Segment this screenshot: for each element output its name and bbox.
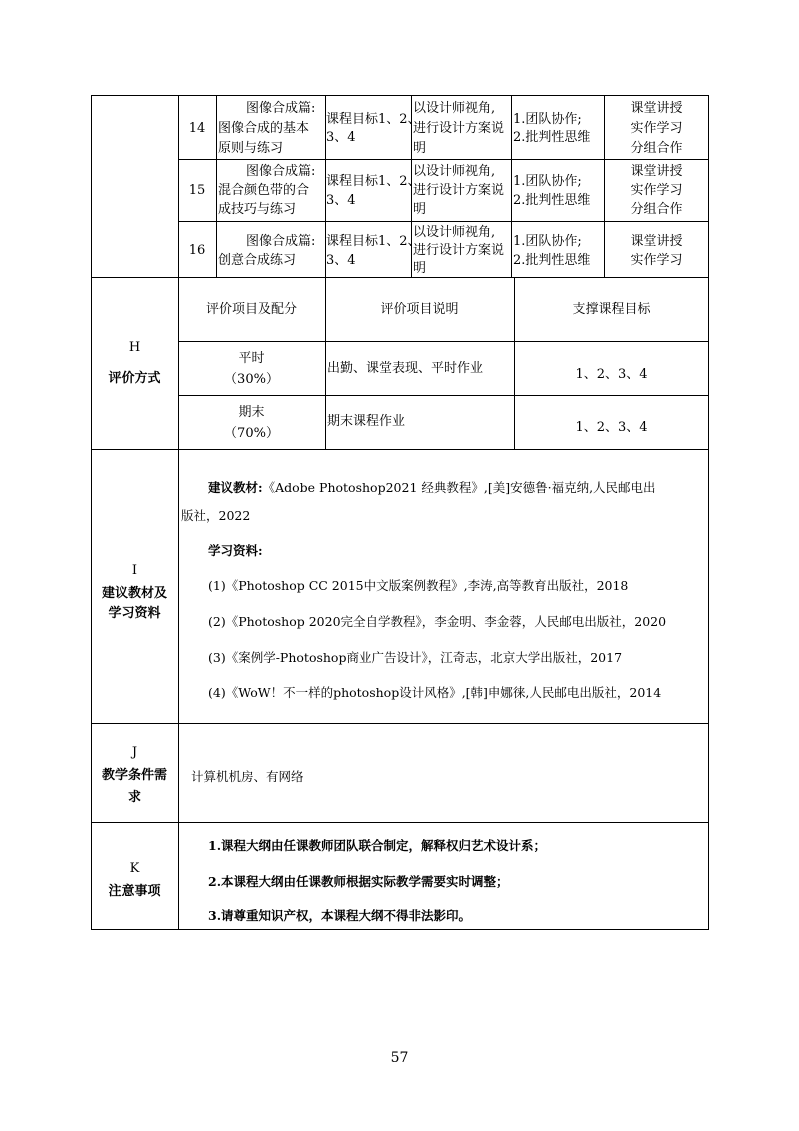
method-line: 明 <box>413 261 427 276</box>
method-line: 以设计师视角, <box>413 101 496 116</box>
material-item: (3)《案例学-Photoshop商业广告设计》，江奇志，北京大学出版社，2017 <box>208 650 623 665</box>
teaching-line: 分组合作 <box>630 141 683 156</box>
eval-weight: （30%） <box>224 372 279 387</box>
section-title-h: 评价方式 <box>108 371 161 386</box>
content-line: 图像合成的基本 <box>218 121 310 136</box>
eval-header-goals: 支撑课程目标 <box>572 302 651 317</box>
method-line: 以设计师视角, <box>413 225 496 240</box>
eval-header-item: 评价项目及配分 <box>205 302 297 317</box>
ideology-line: 1.团队协作; <box>513 234 582 249</box>
divider-col-num <box>216 95 217 277</box>
divider-row-15-16 <box>178 221 709 222</box>
textbook-label: 建议教材: <box>208 480 263 495</box>
ideology-line: 2.批判性思维 <box>513 253 591 268</box>
notice-item: 3.请尊重知识产权，本课程大纲不得非法影印。 <box>208 908 472 923</box>
notice-item: 1.课程大纲由任课教师团队联合制定，解释权归艺术设计系； <box>208 838 547 853</box>
eval-header-desc: 评价项目说明 <box>380 302 459 317</box>
week-number: 16 <box>188 243 206 258</box>
week-number: 15 <box>188 183 206 198</box>
content-line: 创意合成练习 <box>218 253 297 268</box>
eval-item: 期末 <box>238 405 265 420</box>
section-title-k: 注意事项 <box>108 884 161 899</box>
section-title-j: 教学条件需 <box>101 768 167 783</box>
eval-desc: 期末课程作业 <box>327 414 406 429</box>
divider-h-top <box>91 277 709 278</box>
ideology-line: 1.团队协作; <box>513 112 582 127</box>
content-line: 原则与练习 <box>218 141 284 156</box>
goal-line: 3、4 <box>326 130 356 145</box>
divider-eval-header <box>178 341 709 342</box>
goal-line: 课程目标1、2、 <box>326 112 421 127</box>
ideology-line: 2.批判性思维 <box>513 193 591 208</box>
divider-eval-row <box>178 395 709 396</box>
textbook-cont: 版社，2022 <box>181 508 251 523</box>
goal-line: 课程目标1、2、 <box>326 174 421 189</box>
textbook-line <box>208 479 656 497</box>
content-line: 成技巧与练习 <box>218 202 297 217</box>
content-line: 混合颜色带的合 <box>218 183 310 198</box>
divider-k-top <box>91 822 709 823</box>
week-number: 14 <box>188 121 206 136</box>
teaching-line: 课堂讲授 <box>630 164 683 179</box>
method-line: 明 <box>413 141 427 156</box>
textbook-text: 《Adobe Photoshop2021 经典教程》,[美]安德鲁·福克纳,人民邮电出 <box>262 480 656 495</box>
teaching-line: 实作学习 <box>630 253 683 268</box>
divider-row-14-15 <box>178 159 709 160</box>
teaching-line: 分组合作 <box>630 202 683 217</box>
eval-weight: （70%） <box>224 426 279 441</box>
method-line: 进行设计方案说 <box>413 121 505 136</box>
section-letter-k: K <box>129 861 140 876</box>
material-item: (1)《Photoshop CC 2015中文版案例教程》,李涛,高等教育出版社，2018 <box>208 578 629 593</box>
ideology-line: 2.批判性思维 <box>513 130 591 145</box>
goal-line: 3、4 <box>326 253 356 268</box>
goal-line: 课程目标1、2、 <box>326 234 421 249</box>
teaching-line: 实作学习 <box>630 121 683 136</box>
method-line: 明 <box>413 202 427 217</box>
page-number: 57 <box>390 1050 409 1066</box>
ideology-line: 1.团队协作; <box>513 174 582 189</box>
conditions-text: 计算机机房、有网络 <box>191 769 304 784</box>
content-line: 图像合成篇: <box>246 164 316 179</box>
content-line: 图像合成篇: <box>246 234 316 249</box>
material-item: (4)《WoW！不一样的photoshop设计风格》,[韩]申娜徕,人民邮电出版社，2014 <box>208 685 662 700</box>
method-line: 进行设计方案说 <box>413 243 505 258</box>
section-title-i: 学习资料 <box>108 606 161 621</box>
notice-item: 2.本课程大纲由任课教师根据实际教学需要实时调整； <box>208 874 509 889</box>
teaching-line: 实作学习 <box>630 183 683 198</box>
section-letter-h: H <box>128 340 141 355</box>
divider-col-method <box>511 95 512 277</box>
method-line: 进行设计方案说 <box>413 183 505 198</box>
section-letter-i: I <box>131 563 138 578</box>
divider-i-top <box>91 449 709 450</box>
goal-line: 3、4 <box>326 193 356 208</box>
section-letter-j: J <box>131 745 138 760</box>
eval-goals: 1、2、3、4 <box>575 420 648 435</box>
method-line: 以设计师视角, <box>413 164 496 179</box>
teaching-line: 课堂讲授 <box>630 101 683 116</box>
teaching-line: 课堂讲授 <box>630 234 683 249</box>
divider-j-top <box>91 723 709 724</box>
material-item: (2)《Photoshop 2020完全自学教程》，李金明、李金蓉，人民邮电出版社，2020 <box>208 614 667 629</box>
section-title-j: 求 <box>127 790 141 805</box>
materials-label: 学习资料: <box>208 543 263 558</box>
eval-goals: 1、2、3、4 <box>575 367 648 382</box>
eval-item: 平时 <box>238 351 265 366</box>
content-line: 图像合成篇: <box>246 101 316 116</box>
eval-desc: 出勤、课堂表现、平时作业 <box>327 361 484 376</box>
section-title-i: 建议教材及 <box>101 586 167 601</box>
